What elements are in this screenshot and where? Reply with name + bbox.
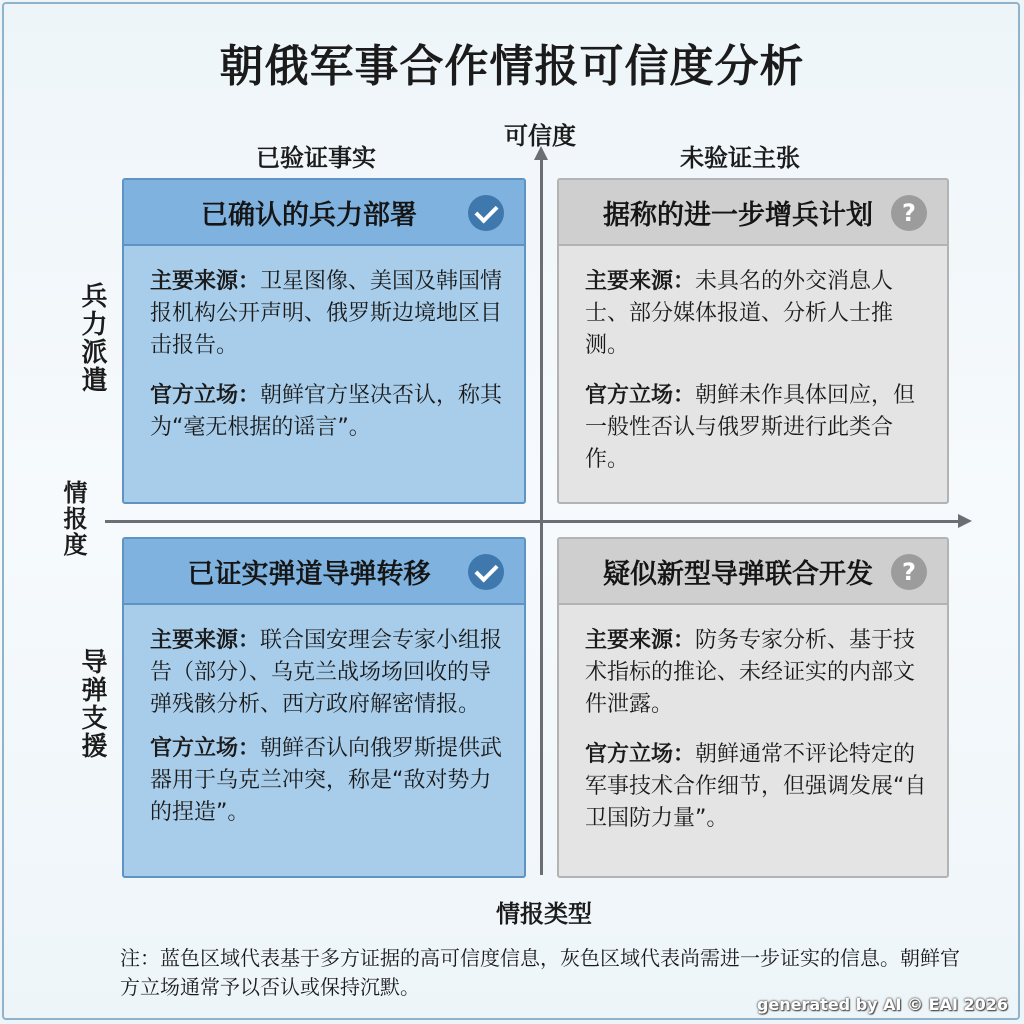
row-label-troops: 兵力派遣 <box>77 282 107 394</box>
column-header-unverified: 未验证主张 <box>680 144 800 172</box>
position-label: 官方立场： <box>150 736 261 761</box>
position-label: 官方立场： <box>585 383 696 408</box>
source-text: 未具名的外交消息人士、部分媒体报道、分析人士推测。 <box>585 269 894 358</box>
quadrant-alleged-troop-increase <box>557 178 949 504</box>
axis-label-intel-type: 情报类型 <box>496 900 592 928</box>
source-label: 主要来源： <box>585 269 696 294</box>
check-circle-icon <box>468 195 504 231</box>
quadrant-body <box>124 605 524 829</box>
check-circle-icon <box>468 554 504 590</box>
quadrant-header <box>124 180 524 246</box>
quadrant-heading: 已确认的兵力部署 <box>201 199 417 231</box>
quadrant-heading: 疑似新型导弹联合开发 <box>603 558 873 590</box>
position-text: 朝鲜否认向俄罗斯提供武器用于乌克兰冲突，称是“敌对势力的捏造”。 <box>150 736 503 825</box>
question-circle-icon: ? <box>891 554 927 590</box>
quadrant-heading: 已证实弹道导弹转移 <box>187 558 431 590</box>
quadrant-header <box>559 539 947 605</box>
position-label: 官方立场： <box>150 383 261 408</box>
axis-label-intel-degree: 情报度 <box>59 480 87 558</box>
source-text: 联合国安理会专家小组报告（部分）、乌克兰战场场回收的导弹残骸分析、西方政府解密情报。 <box>150 628 503 717</box>
source-label: 主要来源： <box>150 269 261 294</box>
footnote: 注：蓝色区域代表基于多方证据的高可信度信息，灰色区域代表尚需进一步证实的信息。朝鲜官方立场通常予以否认或保持沉默。 <box>120 946 960 999</box>
source-text: 防务专家分析、基于技术指标的推论、未经证实的内部文件泄露。 <box>585 628 916 717</box>
quadrant-suspected-missile-codevelopment <box>557 537 949 878</box>
source-label: 主要来源： <box>585 628 696 653</box>
quadrant-body <box>559 605 947 835</box>
horizontal-axis-arrow <box>958 514 972 528</box>
row-label-missiles: 导弹支援 <box>77 648 107 760</box>
axis-label-credibility: 可信度 <box>504 122 576 150</box>
quadrant-header <box>559 180 947 246</box>
vertical-axis-line <box>540 155 543 875</box>
quadrant-body <box>559 246 947 476</box>
position-text: 朝鲜未作具体回应，但一般性否认与俄罗斯进行此类合作。 <box>585 383 916 472</box>
question-circle-icon: ? <box>891 195 927 231</box>
horizontal-axis-line <box>105 520 960 523</box>
quadrant-body <box>124 246 524 444</box>
quadrant-confirmed-missile-transfer <box>122 537 526 878</box>
quadrant-confirmed-troop-deployment <box>122 178 526 504</box>
position-text: 朝鲜官方坚决否认，称其为“毫无根据的谣言”。 <box>150 383 503 440</box>
watermark: generated by AI © EAI 2026 <box>756 995 1008 1014</box>
position-label: 官方立场： <box>585 742 696 767</box>
column-header-verified: 已验证事实 <box>256 144 376 172</box>
source-label: 主要来源： <box>150 628 261 653</box>
quadrant-header <box>124 539 524 605</box>
page-title: 朝俄军事合作情报可信度分析 <box>219 41 805 92</box>
position-text: 朝鲜通常不评论特定的军事技术合作细节，但强调发展“自卫国防力量”。 <box>585 742 927 831</box>
source-text: 卫星图像、美国及韩国情报机构公开声明、俄罗斯边境地区目击报告。 <box>150 269 503 358</box>
vertical-axis-arrow <box>534 146 548 160</box>
quadrant-heading: 据称的进一步增兵计划 <box>603 199 873 231</box>
